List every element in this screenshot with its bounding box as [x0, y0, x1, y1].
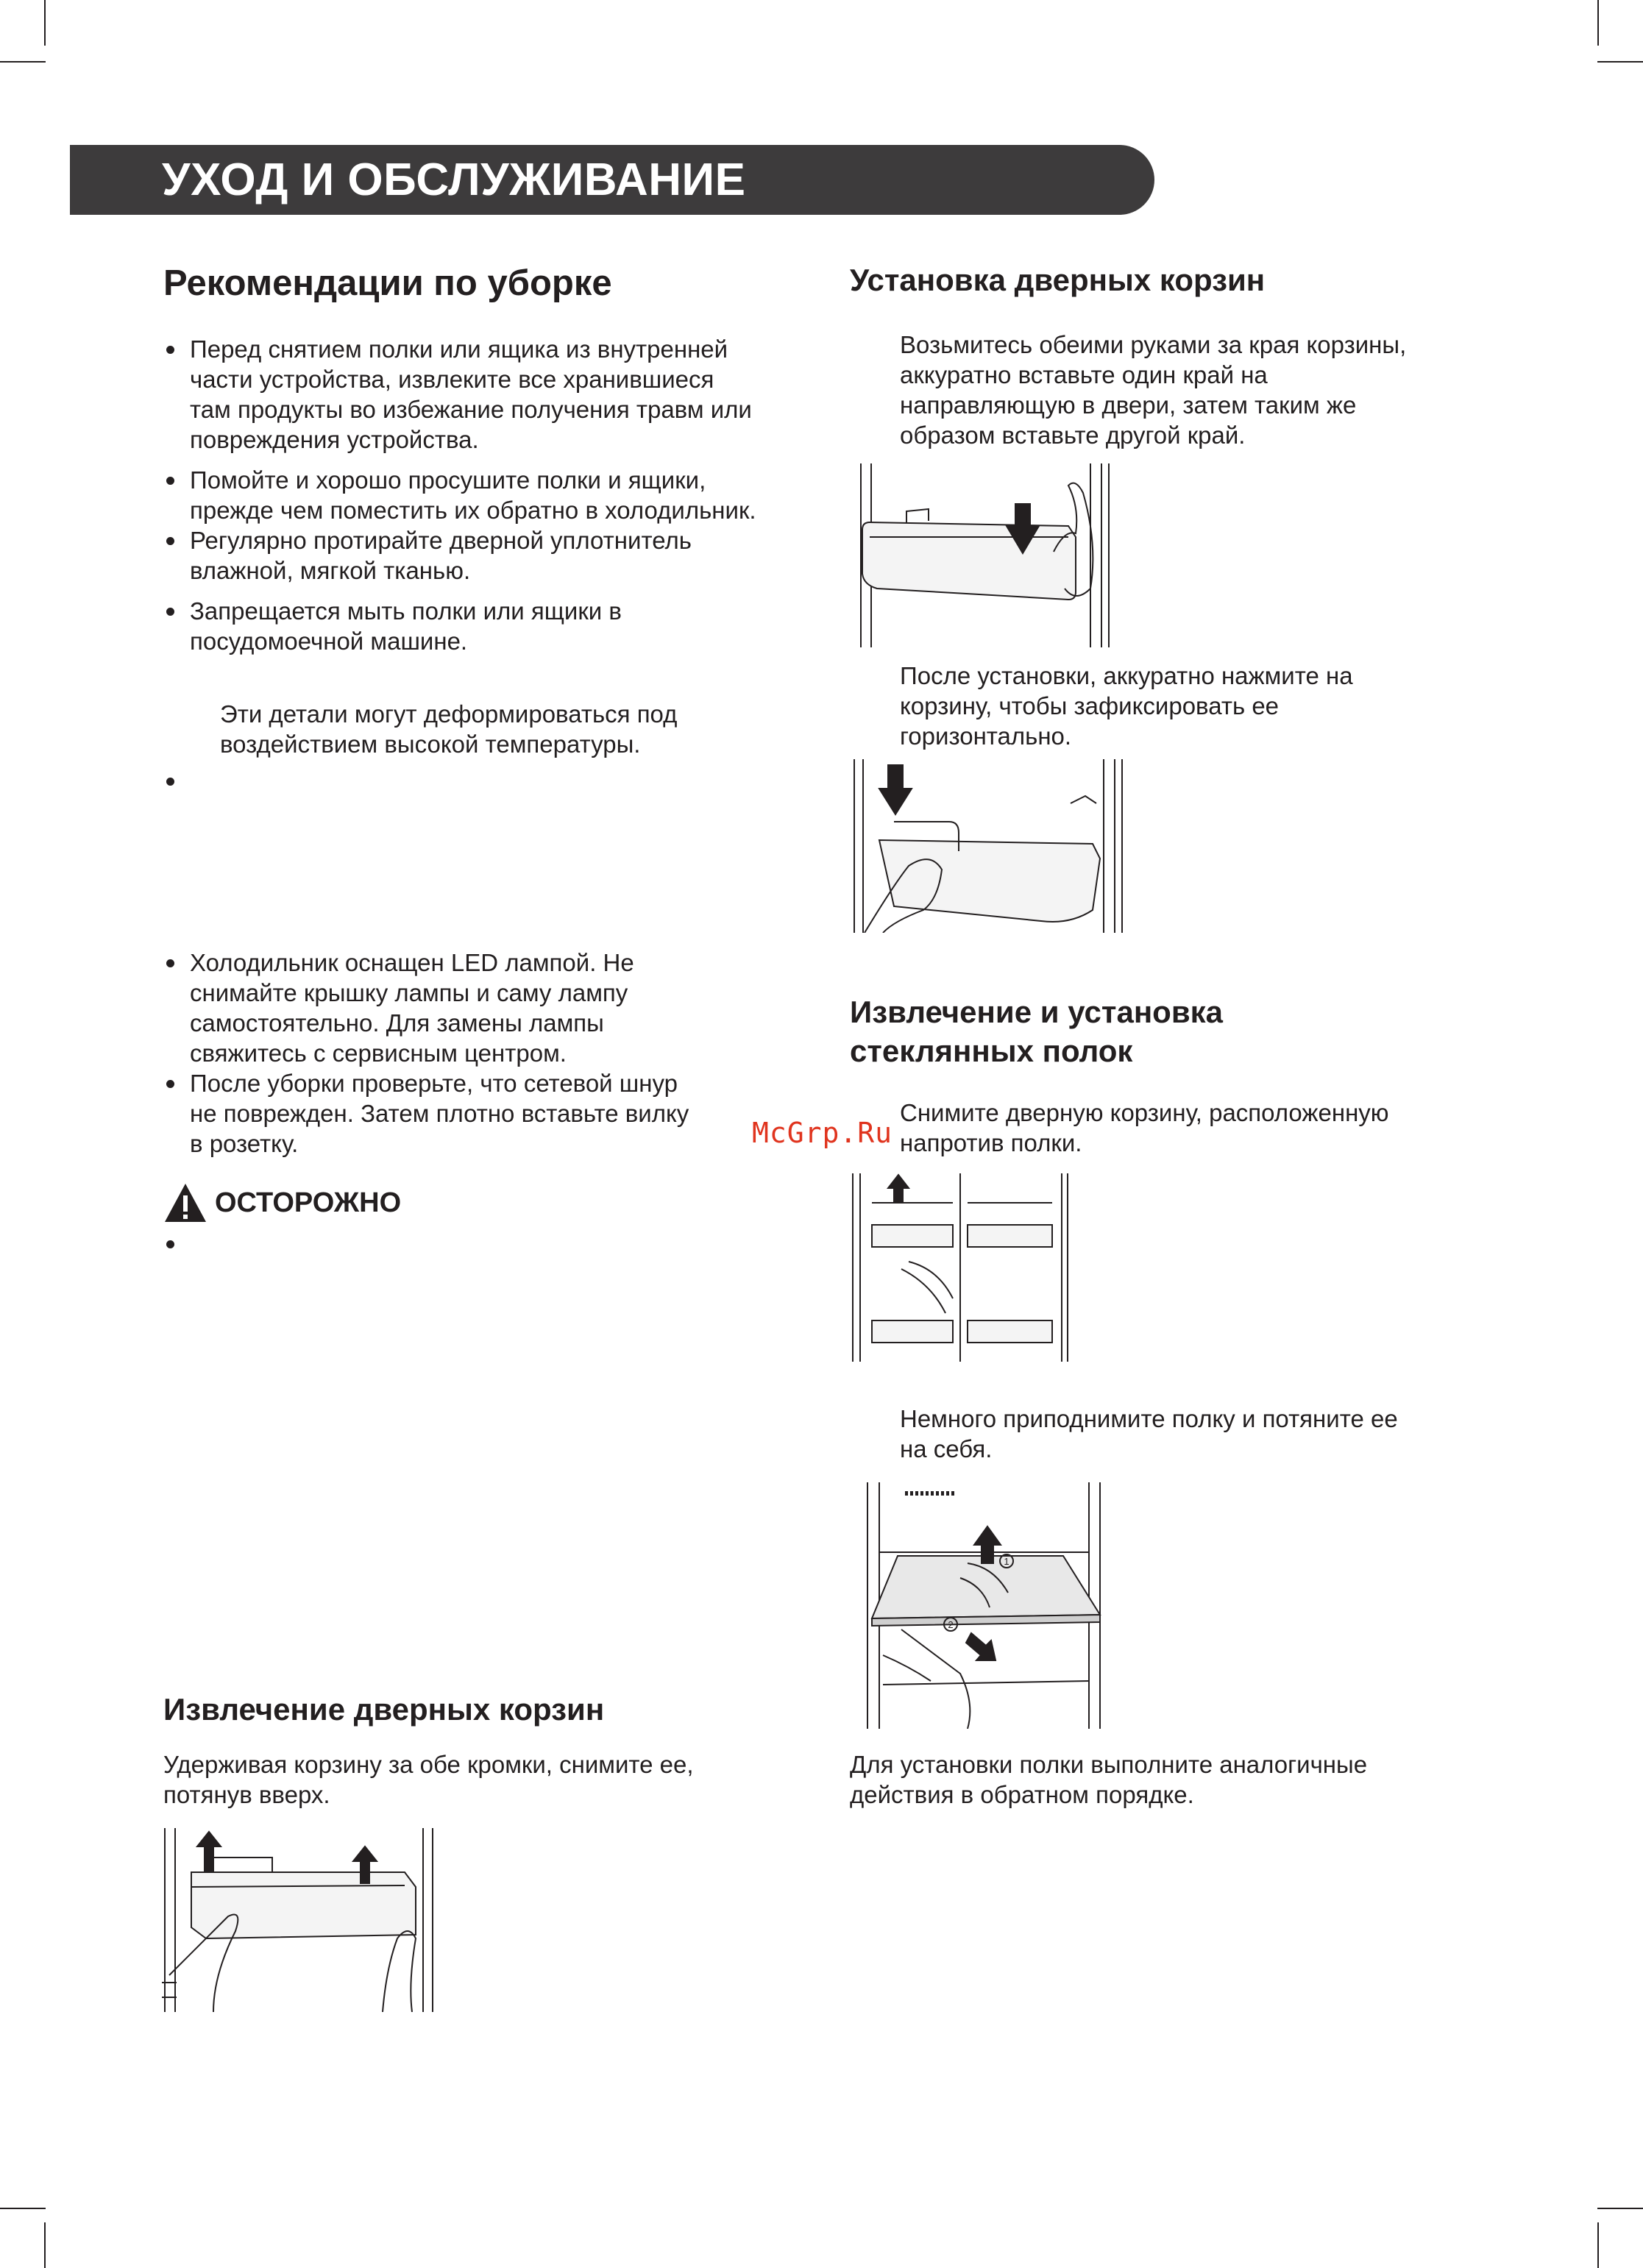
cleaning-heading: Рекомендации по уборке: [163, 263, 612, 303]
cleaning-list: [163, 334, 759, 656]
crop-mark: [44, 0, 46, 46]
install-basket-illustration: [855, 463, 1135, 647]
install-baskets-heading: Установка дверных корзин: [850, 263, 1266, 297]
glass-step2: Немного приподнимите полку и потяните ее на себя.: [900, 1405, 1398, 1462]
glass-footer: Для установки полки выполните аналогичные действия в обратном порядке.: [850, 1751, 1368, 1808]
bullet: [166, 1080, 174, 1088]
bullet: [166, 346, 174, 354]
glass-step1: Снимите дверную корзину, расположенную напротив полки.: [900, 1099, 1389, 1156]
list-item: Перед снятием полки или ящика из внутренней части устройства, извлеките все хранившиеся там продукты во избежание получения травм или повреждения устройства.: [163, 334, 759, 455]
crop-mark: [1597, 2222, 1599, 2268]
list-item: Запрещается мыть полки или ящики в посудомоечной машине.: [163, 596, 759, 656]
caution-label: ОСТОРОЖНО: [215, 1187, 402, 1218]
list-item: Помойте и хорошо просушите полки и ящики, прежде чем поместить их обратно в холодильник.: [163, 465, 759, 525]
bullet: [166, 1240, 174, 1248]
list-item: После уборки проверьте, что сетевой шнур не поврежден. Затем плотно вставьте вилку в розетку.: [163, 1068, 708, 1159]
glass-shelves-heading: Извлечение и установка стеклянных полок: [850, 995, 1224, 1068]
crop-mark: [44, 2222, 46, 2268]
cleaning-list-2: [163, 948, 708, 1159]
caution-block: [163, 1181, 401, 1225]
list-item: Холодильник оснащен LED лампой. Не снимайте крышку лампы и саму лампу самостоятельно. Для замены лампы свяжитесь с сервисным центром.: [163, 948, 708, 1068]
section-banner: [70, 145, 1154, 215]
door-baskets-illustration: [850, 1173, 1071, 1362]
list-item: Регулярно протирайте дверной уплотнитель влажной, мягкой тканью.: [163, 525, 759, 586]
press-basket-illustration: [850, 759, 1144, 933]
crop-mark: [1597, 0, 1599, 46]
bullet: [166, 537, 174, 545]
bullet: [166, 959, 174, 967]
remove-baskets-text: Удерживая корзину за обе кромки, снимите ее, потянув вверх.: [163, 1751, 694, 1808]
remove-basket-illustration: [162, 1828, 443, 2012]
crop-mark: [0, 61, 46, 63]
step-marker-1: 1: [1004, 1556, 1009, 1567]
crop-mark: [1597, 61, 1643, 63]
bullet: [166, 477, 174, 485]
bullet: [166, 608, 174, 616]
install-step2: После установки, аккуратно нажмите на корзину, чтобы зафиксировать ее горизонтально.: [900, 662, 1353, 750]
cleaning-note: Эти детали могут деформироваться под воздействием высокой температуры.: [220, 700, 678, 758]
install-step1: Возьмитесь обеими руками за края корзины, аккуратно вставьте один край на направляющую в двери, затем таким же образом вставьте другой край.: [900, 331, 1407, 449]
watermark: McGrp.Ru: [752, 1117, 893, 1149]
crop-mark: [1597, 2208, 1643, 2209]
step-marker-2: 2: [948, 1619, 954, 1630]
warning-triangle-icon: [163, 1182, 207, 1223]
crop-mark: [0, 2208, 46, 2209]
remove-baskets-heading: Извлечение дверных корзин: [163, 1692, 605, 1727]
bullet: [166, 778, 174, 786]
glass-shelf-illustration: [865, 1482, 1104, 1729]
section-title: УХОД И ОБСЛУЖИВАНИЕ: [162, 154, 746, 205]
